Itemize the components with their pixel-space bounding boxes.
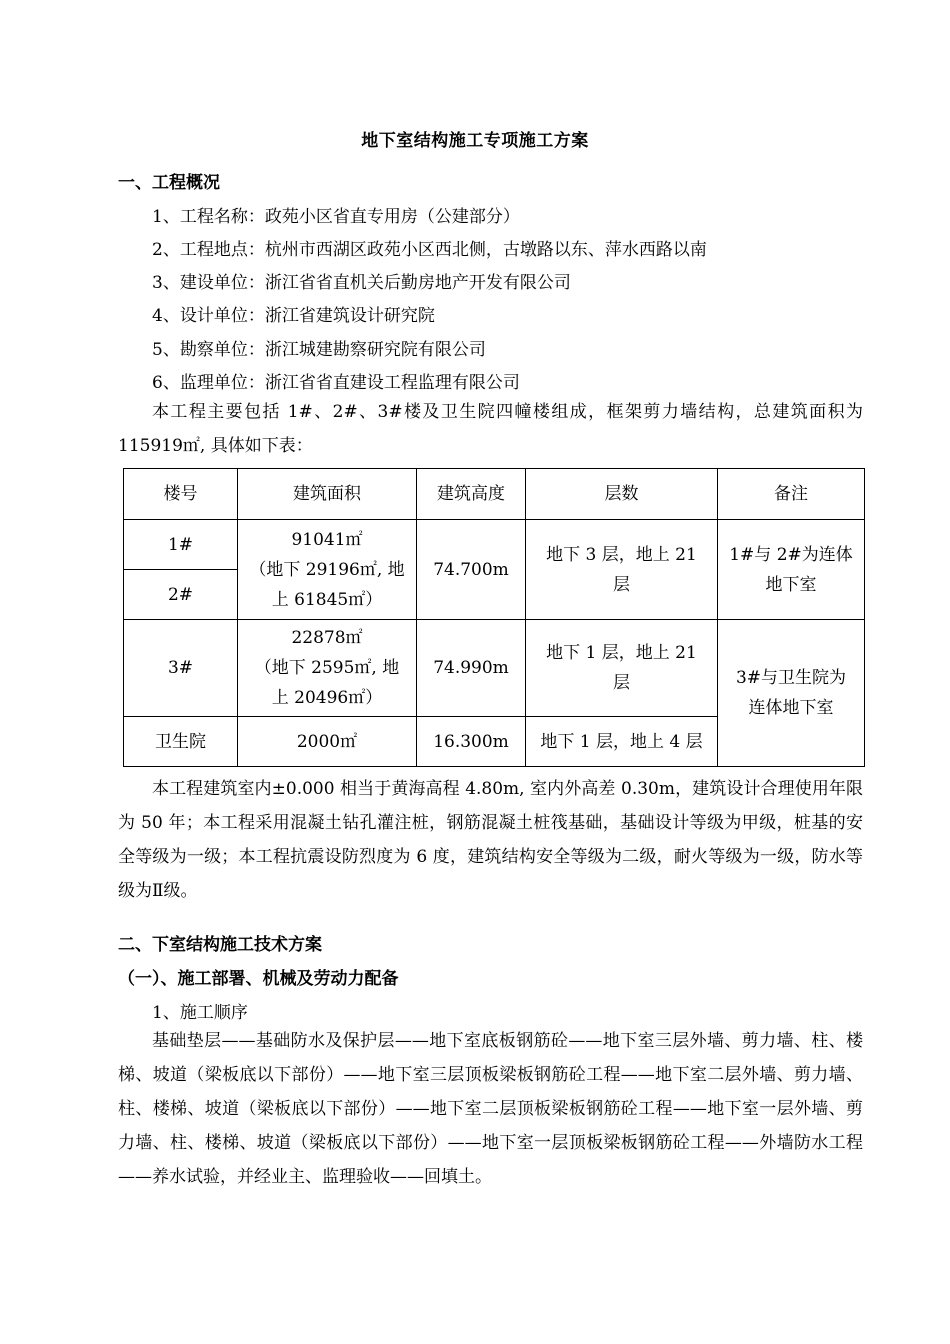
table-row — [124, 520, 865, 570]
section1-heading: 一、工程概况 — [118, 173, 220, 193]
header-notes: 备注 — [718, 469, 865, 520]
cell-area-3: 22878㎡ （地下 2595㎡, 地 上 20496㎡） — [238, 620, 417, 717]
cell-area-1-2: 91041㎡ （地下 29196㎡, 地 上 61845㎡） — [238, 520, 417, 620]
cell-building-1: 1# — [124, 520, 238, 570]
cell-area-clinic: 2000㎡ — [238, 717, 417, 767]
cell-building-3: 3# — [124, 620, 238, 717]
building-table — [123, 468, 865, 767]
table-header-row — [124, 469, 865, 520]
document-title: 地下室结构施工专项施工方案 — [361, 131, 589, 151]
cell-floors-1-2: 地下 3 层，地上 21 层 — [526, 520, 718, 620]
project-details-paragraph: 本工程建筑室内±0.000 相当于黄海高程 4.80m, 室内外高差 0.30m，建筑设计合理使用年限为 50 年；本工程采用混凝土钻孔灌注桩，钢筋混凝土桩筏基础，基础设计等级为甲级，桩基的安全等级为一级；本工程抗震设防烈度为 6 度，建筑结构安全等级为二级，耐火等级为一级，防水等级为Ⅱ级。 — [118, 779, 863, 901]
section2-heading: 二、下室结构施工技术方案 — [118, 935, 322, 955]
developer-line: 3、建设单位：浙江省省直机关后勤房地产开发有限公司 — [152, 273, 571, 293]
cell-note-1-2: 1#与 2#为连体 地下室 — [718, 520, 865, 620]
survey-unit-line: 5、勘察单位：浙江城建勘察研究院有限公司 — [152, 340, 486, 360]
cell-floors-3: 地下 1 层，地上 21 层 — [526, 620, 718, 717]
cell-height-3: 74.990m — [417, 620, 526, 717]
cell-height-clinic: 16.300m — [417, 717, 526, 767]
cell-note-3-clinic: 3#与卫生院为 连体地下室 — [718, 620, 865, 767]
project-name-line: 1、工程名称：政苑小区省直专用房（公建部分） — [152, 207, 520, 227]
cell-building-clinic: 卫生院 — [124, 717, 238, 767]
header-floors: 层数 — [526, 469, 718, 520]
subsection-heading: （一）、施工部署、机械及劳动力配备 — [118, 969, 399, 989]
cell-floors-clinic: 地下 1 层，地上 4 层 — [526, 717, 718, 767]
intro-paragraph: 本工程主要包括 1#、2#、3#楼及卫生院四幢楼组成，框架剪力墙结构，总建筑面积为 115919㎡, 具体如下表： — [118, 402, 863, 456]
construction-order-item: 1、施工顺序 — [152, 1003, 248, 1023]
header-area: 建筑面积 — [238, 469, 417, 520]
header-height: 建筑高度 — [417, 469, 526, 520]
construction-order-paragraph: 基础垫层——基础防水及保护层——地下室底板钢筋砼——地下室三层外墙、剪力墙、柱、楼梯、坡道（梁板底以下部份）——地下室三层顶板梁板钢筋砼工程——地下室二层外墙、剪力墙、柱、楼梯、坡道（梁板底以下部份）——地下室二层顶板梁板钢筋砼工程——地下室一层外墙、剪力墙、柱、楼梯、坡道（梁板底以下部份）——地下室一层顶板梁板钢筋砼工程——外墙防水工程——养水试验，并经业主、监理验收——回填土。 — [118, 1031, 863, 1187]
table-row — [124, 620, 865, 717]
cell-building-2: 2# — [124, 570, 238, 620]
designer-line: 4、设计单位：浙江省建筑设计研究院 — [152, 306, 435, 326]
project-location-line: 2、工程地点：杭州市西湖区政苑小区西北侧，古墩路以东、萍水西路以南 — [152, 240, 707, 260]
supervisor-line: 6、监理单位：浙江省省直建设工程监理有限公司 — [152, 373, 520, 393]
header-building: 楼号 — [124, 469, 238, 520]
cell-height-1-2: 74.700m — [417, 520, 526, 620]
